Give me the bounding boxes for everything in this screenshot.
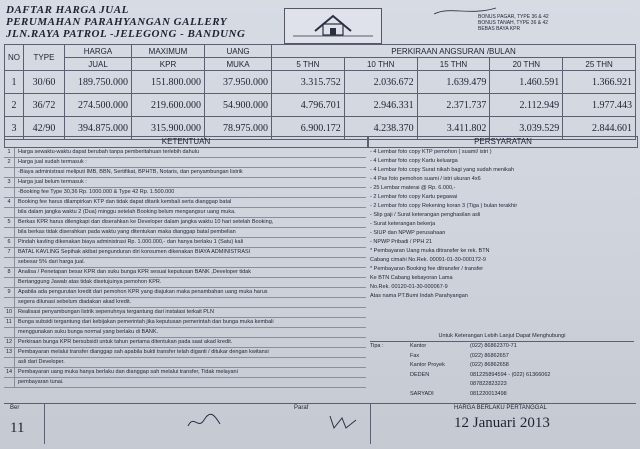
ketentuan-number xyxy=(4,258,15,267)
cell-kpr: 219.600.000 xyxy=(132,94,205,117)
persyaratan-item: Atas nama PT.Bumi Indah Parahyangan xyxy=(370,293,468,299)
ketentuan-item xyxy=(4,248,366,258)
persyaratan-item: - NPWP Pribadi / PPH 21 xyxy=(370,239,432,245)
persyaratan-item: - 4 Lembar foto copy Surat nikah bagi yang sudah menikah xyxy=(370,167,515,173)
footer-ber-label: Ber xyxy=(10,405,20,411)
ketentuan-text: Harga sewaktu-waktu dapat berubah tanpa pemberitahuan terlebih dahulu xyxy=(18,149,200,155)
ketentuan-item xyxy=(4,198,366,208)
ketentuan-text: -Biaya administrasi meliputi IMB, BBN, Sertifikat, BPHTB, Notaris, dan penyambungan listrik xyxy=(18,169,243,175)
cell-ang: 2.112.949 xyxy=(490,94,563,117)
col-harga: HARGA xyxy=(65,45,132,58)
bonus-notes xyxy=(478,14,549,32)
validity-date: 12 Januari 2013 xyxy=(454,415,550,431)
ketentuan-text: Pembayaran melalui transfer dianggap sah apabila bukti transfer telah diganti / ditukar dengan kwitansi xyxy=(18,349,269,355)
contact-value: 087822823223 xyxy=(470,381,507,387)
ketentuan-text: sebesar 5% dari harga jual. xyxy=(18,259,85,265)
cell-ang: 3.039.529 xyxy=(490,117,563,140)
cell-ang: 1.460.591 xyxy=(490,71,563,94)
ketentuan-item xyxy=(4,208,366,218)
ketentuan-item xyxy=(4,348,366,358)
ketentuan-item xyxy=(4,328,366,338)
signature-icon xyxy=(324,410,364,432)
header-line-1: DAFTAR HARGA JUAL xyxy=(6,4,129,16)
persyaratan-item: - 4 Pas foto pemohon suami / istri ukuran 4x6 xyxy=(370,176,481,182)
ketentuan-item xyxy=(4,168,366,178)
ketentuan-item xyxy=(4,178,366,188)
ketentuan-item xyxy=(4,158,366,168)
col-uang-muka: UANG xyxy=(205,45,272,58)
col-10-thn: 10 THN xyxy=(344,58,417,71)
ketentuan-number: 9 xyxy=(4,288,15,297)
table-row xyxy=(5,71,636,94)
bonus-line: BONUS TANAH, TYPE 36 & 42 xyxy=(478,20,549,26)
ketentuan-text: Pindah kavling dikenakan biaya administrasi Rp. 1.000.000,- dan hanya berlaku 1 (Satu) kali xyxy=(18,239,244,245)
persyaratan-item: - 2 Lembar foto copy Rekening koran 3 (Tiga ) bulan terakhir xyxy=(370,203,518,209)
contact-prefix xyxy=(370,380,410,390)
ketentuan-number: 6 xyxy=(4,238,15,247)
cell-no: 3 xyxy=(5,117,24,140)
contact-value: (022) 86862658 xyxy=(470,362,509,368)
signature-icon xyxy=(184,410,224,432)
cell-ang: 2.036.672 xyxy=(344,71,417,94)
ketentuan-number: 12 xyxy=(4,338,15,347)
persyaratan-item: * Pembayaran Booking fee ditransfer / transfer xyxy=(370,266,484,272)
ketentuan-item xyxy=(4,228,366,238)
contact-label xyxy=(410,380,470,390)
cell-harga: 274.500.000 xyxy=(65,94,132,117)
ketentuan-number: 7 xyxy=(4,248,15,257)
ketentuan-text: Harga jual belum termasuk : xyxy=(18,179,87,185)
ketentuan-number xyxy=(4,298,15,307)
contact-label: DEDEN xyxy=(410,371,430,378)
cell-ang: 1.639.479 xyxy=(417,71,490,94)
col-no: NO xyxy=(5,45,24,71)
ketentuan-number xyxy=(4,208,15,217)
cell-kpr: 315.900.000 xyxy=(132,117,205,140)
footer-harga-label: HARGA BERLAKU PERTANGGAL xyxy=(454,405,547,411)
persyaratan-item: No.Rek. 00120-01-30-000067-9 xyxy=(370,284,448,290)
ketentuan-text: menggunakan suku bunga normal yang berlaku di BANK. xyxy=(18,329,159,335)
cell-ang: 4.238.370 xyxy=(344,117,417,140)
contact-value: 081225894594 - (022) 61366062 xyxy=(470,371,551,378)
price-table xyxy=(4,44,636,140)
persyaratan-list xyxy=(370,148,634,301)
cell-no: 1 xyxy=(5,71,24,94)
cell-dp: 54.900.000 xyxy=(205,94,272,117)
cell-no: 2 xyxy=(5,94,24,117)
ketentuan-number: 13 xyxy=(4,348,15,357)
ketentuan-text: Apabila ada pengurutan kredit dari pemohon KPR yang diajukan maka penambahan uang muka harus xyxy=(18,289,268,295)
ketentuan-number: 4 xyxy=(4,198,15,207)
ketentuan-item xyxy=(4,378,366,388)
ketentuan-item xyxy=(4,298,366,308)
persyaratan-heading: PERSYARATAN xyxy=(368,136,638,148)
ketentuan-number xyxy=(4,328,15,337)
cell-harga: 394.875.000 xyxy=(65,117,132,140)
cell-dp: 37.950.000 xyxy=(205,71,272,94)
table-row xyxy=(5,94,636,117)
ketentuan-text: Bertanggung Jawab atas tidak disetujuinya pemohon KPR. xyxy=(18,279,162,285)
cell-type: 42/90 xyxy=(24,117,65,140)
contact-label: Kantor Proyek xyxy=(410,362,445,368)
col-5-thn: 5 THN xyxy=(272,58,345,71)
cell-harga: 189.750.000 xyxy=(65,71,132,94)
ketentuan-item xyxy=(4,268,366,278)
header-line-2: PERUMAHAN PARAHYANGAN GALLERY xyxy=(6,16,228,28)
ketentuan-text: Bunga subsidi tergantung dari kebijakan pemerintah jika keputusan pemerintah dan bunga muka kembali xyxy=(18,319,274,325)
col-uang-muka-sub: MUKA xyxy=(205,58,272,71)
cell-ang: 6.900.172 xyxy=(272,117,345,140)
ketentuan-number xyxy=(4,188,15,197)
ketentuan-number: 14 xyxy=(4,368,15,377)
contact-info xyxy=(370,332,634,399)
ketentuan-number xyxy=(4,228,15,237)
bonus-line: BEBAS BAYA KPR xyxy=(478,26,521,32)
col-harga-sub: JUAL xyxy=(65,58,132,71)
ketentuan-item xyxy=(4,368,366,378)
ketentuan-item xyxy=(4,318,366,328)
persyaratan-item: - 25 Lembar materai @ Rp. 6.000,- xyxy=(370,185,456,191)
contact-label: Fax xyxy=(410,352,420,359)
ketentuan-text: Pembayaran uang muka hanya berlaku dan dianggap sah melalui transfer, Tidak melayani xyxy=(18,369,238,375)
ketentuan-list xyxy=(4,148,366,388)
col-20-thn: 20 THN xyxy=(490,58,563,71)
persyaratan-item: - SIUP dan NPWP perusahaan xyxy=(370,230,446,236)
ketentuan-text: Realisasi penyambungan listrik sepenuhnya tergantung dari instalasi terkait PLN xyxy=(18,309,214,315)
contact-grid xyxy=(370,342,634,399)
contact-prefix xyxy=(370,390,410,400)
contact-label: SARYADI xyxy=(410,390,434,397)
ketentuan-text: bila berkas tidak diserahkan pada waktu yang ditentukan maka dianggap batal pembelian xyxy=(18,229,236,235)
ketentuan-text: asli dari Developer. xyxy=(18,359,65,365)
ketentuan-number: 8 xyxy=(4,268,15,277)
col-max-kpr: MAXIMUM xyxy=(132,45,205,58)
persyaratan-item: * Pembayaran Uang muka ditransfer ke rek. BTN xyxy=(370,248,490,254)
contact-prefix xyxy=(370,361,410,371)
persyaratan-item: - 2 Lembar foto copy Kartu pegawai xyxy=(370,194,458,200)
ketentuan-number: 3 xyxy=(4,178,15,187)
cell-ang: 3.315.752 xyxy=(272,71,345,94)
persyaratan-item: Ke BTN Cabang kebayoran Lama xyxy=(370,275,453,281)
cell-kpr: 151.800.000 xyxy=(132,71,205,94)
cell-type: 36/72 xyxy=(24,94,65,117)
col-15-thn: 15 THN xyxy=(417,58,490,71)
col-type: TYPE xyxy=(24,45,65,71)
ketentuan-number xyxy=(4,378,15,387)
ketentuan-text: pembayaran tunai. xyxy=(18,379,64,385)
footer-number: 11 xyxy=(10,420,25,436)
ketentuan-item xyxy=(4,258,366,268)
footer xyxy=(4,403,636,444)
house-logo-icon xyxy=(285,9,381,43)
ketentuan-item xyxy=(4,288,366,298)
contact-value: (022) 86862657 xyxy=(470,352,509,359)
contact-value: (022) 86862370-71 xyxy=(470,343,517,349)
ketentuan-item xyxy=(4,148,366,158)
persyaratan-item: - 4 Lembar foto copy Kartu keluarga xyxy=(370,158,458,164)
ketentuan-text: bila dalam jangka waktu 2 (Dua) minggu setelah Booking belum mengangsur uang muka. xyxy=(18,209,236,215)
col-max-kpr-sub: KPR xyxy=(132,58,205,71)
ketentuan-item xyxy=(4,338,366,348)
ketentuan-number: 2 xyxy=(4,158,15,167)
contact-label: Kantor xyxy=(410,343,427,349)
persyaratan-item: Cabang cimahi No.Rek. 00091-01-30-000172-9 xyxy=(370,257,486,263)
persyaratan-item: - Slip gaji / Surat keterangan penghasilan asli xyxy=(370,212,481,218)
ketentuan-text: Analisa / Penetapan besar KPR dan suku bunga KPR sesuai keputusan BANK ,Developer tidak xyxy=(18,269,251,275)
ketentuan-item xyxy=(4,358,366,368)
ketentuan-number: 11 xyxy=(4,318,15,327)
ketentuan-text: Booking fee harus dilampirkan KTP dan tidak dapat ditarik kembali serta dianggap batal xyxy=(18,199,232,205)
ketentuan-item xyxy=(4,218,366,228)
cell-ang: 2.946.331 xyxy=(344,94,417,117)
contact-prefix xyxy=(370,352,410,362)
contact-value: 081220013498 xyxy=(470,390,507,397)
bonus-line: BONUS PAGAR, TYPE 36 & 42 xyxy=(478,14,549,20)
ketentuan-text: -Booking fee Type 30,36 Rp. 1000.000 & Type 42 Rp. 1.500.000 xyxy=(18,189,175,195)
cell-ang: 2.371.737 xyxy=(417,94,490,117)
persyaratan-item: - Surat keterangan bekerja xyxy=(370,221,436,227)
header-line-3: JLN.RAYA PATROL -JELEGONG - BANDUNG xyxy=(6,28,246,40)
ketentuan-text: BATAL KAVLING Sepihak akibat pengunduran diri konsumen dikenakan BIAYA ADMINISTRASI xyxy=(18,249,251,255)
ketentuan-number: 5 xyxy=(4,218,15,227)
persyaratan-item: - 4 Lembar foto copy KTP pemohon ( suami/ istri ) xyxy=(370,149,492,155)
ketentuan-heading: KETENTUAN xyxy=(4,136,368,148)
ketentuan-text: Berkas KPR harus dilengkapi dan diserahkan ke Developer dalam jangka waktu 10 hari setelah Booking, xyxy=(18,219,274,225)
contact-heading: Untuk Keterangan Lebih Lanjut Dapat Menghubungi xyxy=(370,332,634,342)
cell-type: 30/60 xyxy=(24,71,65,94)
col-perkiraan: PERKIRAAN ANGSURAN /BULAN xyxy=(272,45,636,58)
ketentuan-number xyxy=(4,358,15,367)
ketentuan-number xyxy=(4,278,15,287)
footer-paraf-label: Paraf xyxy=(294,405,309,411)
ketentuan-item xyxy=(4,188,366,198)
col-25-thn: 25 THN xyxy=(563,58,636,71)
cell-ang: 2.844.601 xyxy=(563,117,636,140)
ketentuan-item xyxy=(4,278,366,288)
ketentuan-number xyxy=(4,168,15,177)
ketentuan-item xyxy=(4,238,366,248)
document-header xyxy=(6,4,306,40)
ketentuan-text: segera dilunasi sebelum diadakan akad kredit. xyxy=(18,299,132,305)
ketentuan-text: Harga jual sudah termasuk : xyxy=(18,159,87,165)
contact-prefix xyxy=(370,371,410,381)
cell-ang: 1.366.921 xyxy=(563,71,636,94)
ketentuan-number: 10 xyxy=(4,308,15,317)
contact-prefix: Tipa : xyxy=(370,343,384,349)
ketentuan-item xyxy=(4,308,366,318)
ketentuan-text: Perkiraan bunga KPR bersubsidi untuk tahun pertama ditentukan pada saat akad kredit. xyxy=(18,339,233,345)
ketentuan-number: 1 xyxy=(4,148,15,157)
cell-ang: 1.977.443 xyxy=(563,94,636,117)
cell-ang: 4.796.701 xyxy=(272,94,345,117)
cell-ang: 3.411.802 xyxy=(417,117,490,140)
company-logo xyxy=(284,8,382,44)
cell-dp: 78.975.000 xyxy=(205,117,272,140)
